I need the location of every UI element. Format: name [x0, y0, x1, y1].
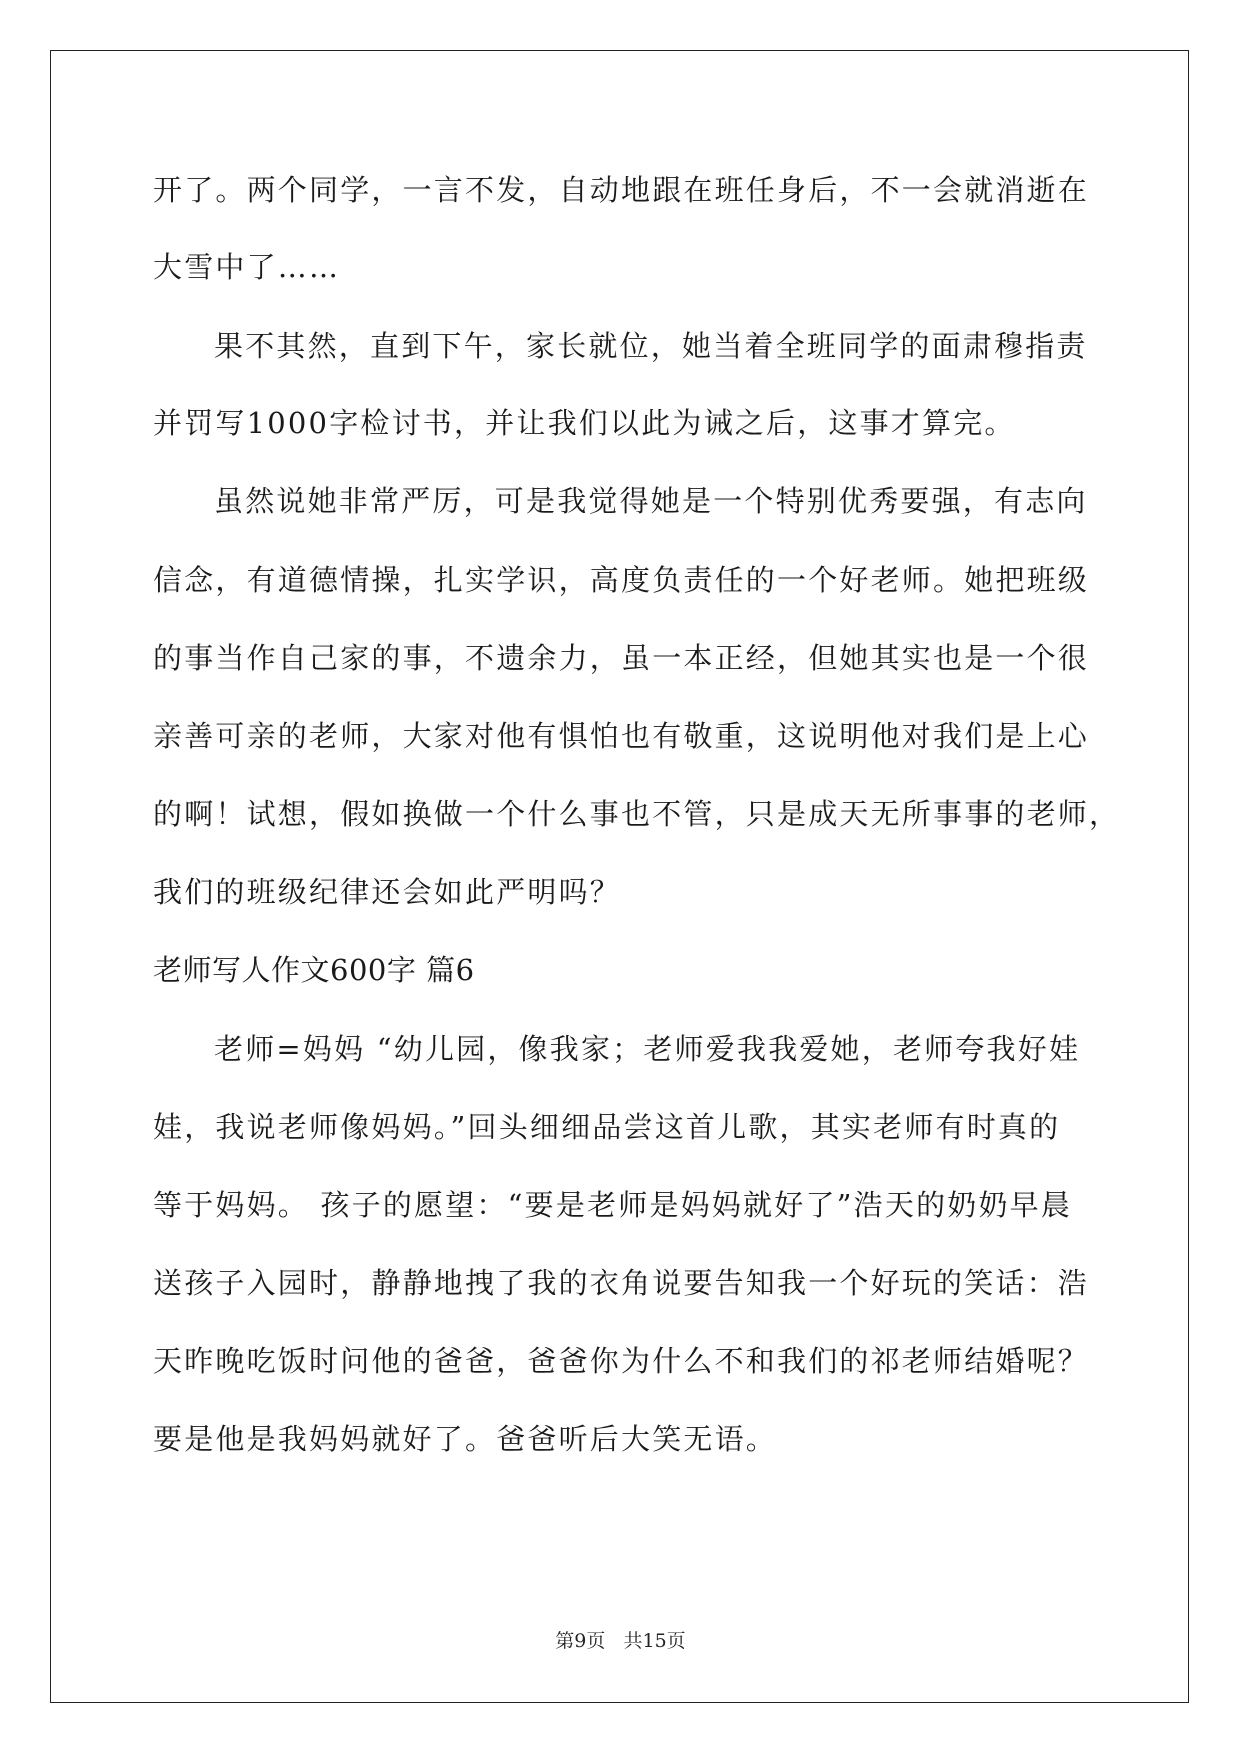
text-line: 我们的班级纪律还会如此严明吗？ — [153, 875, 622, 909]
text-line: 大雪中了…… — [153, 250, 341, 284]
text-line: 亲善可亲的老师，大家对他有惧怕也有敬重，这说明他对我们是上心 — [153, 719, 1090, 753]
paragraph-start: 老师=妈妈 “幼儿园，像我家；老师爱我我爱她，老师夸我好娃 — [214, 1032, 1081, 1066]
text-line: 的事当作自己家的事，不遗余力，虽一本正经，但她其实也是一个很 — [153, 641, 1090, 675]
text-line: 送孩子入园时，静静地拽了我的衣角说要告知我一个好玩的笑话：浩 — [153, 1266, 1090, 1300]
section-heading: 老师写人作文600字 篇6 — [153, 953, 475, 987]
page-number-footer: 第9页 共15页 — [555, 1630, 686, 1652]
text-line: 娃，我说老师像妈妈。”回头细细品尝这首儿歌，其实老师有时真的 — [153, 1110, 1061, 1144]
text-line: 的啊！试想，假如换做一个什么事也不管，只是成天无所事事的老师， — [153, 797, 1121, 831]
text-line: 信念，有道德情操，扎实学识，高度负责任的一个好老师。她把班级 — [153, 563, 1090, 597]
text-line: 并罚写1000字检讨书，并让我们以此为诫之后，这事才算完。 — [153, 406, 1016, 440]
text-line: 等于妈妈。 孩子的愿望：“要是老师是妈妈就好了”浩天的奶奶早晨 — [153, 1188, 1073, 1222]
text-line: 要是他是我妈妈就好了。爸爸听后大笑无语。 — [153, 1422, 778, 1456]
paragraph-start: 果不其然，直到下午，家长就位，她当着全班同学的面肃穆指责 — [214, 329, 1088, 363]
paragraph-start: 虽然说她非常严厉，可是我觉得她是一个特别优秀要强，有志向 — [214, 484, 1088, 518]
text-line: 天昨晚吃饭时问他的爸爸，爸爸你为什么不和我们的祁老师结婚呢？ — [153, 1344, 1090, 1378]
text-line: 开了。两个同学，一言不发，自动地跟在班任身后，不一会就消逝在 — [153, 173, 1090, 207]
